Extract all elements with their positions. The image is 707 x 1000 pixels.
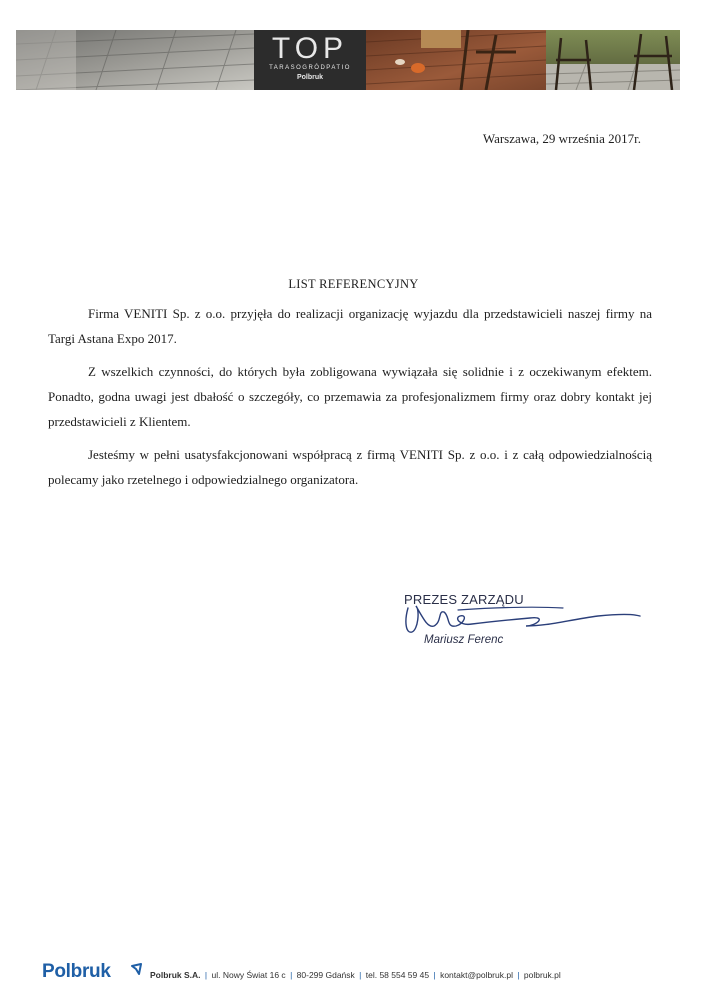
letter-date: Warszawa, 29 września 2017r. (482, 131, 641, 146)
footer-separator: | (359, 970, 362, 980)
letter-title: LIST REFERENCYJNY (288, 277, 419, 291)
footer-separator: | (290, 970, 293, 980)
signature-name: Mariusz Ferenc (424, 634, 504, 646)
footer-separator: | (433, 970, 436, 980)
top-logo-tagline: TARASOGRÓDPATIO (269, 65, 351, 71)
footer-contact-line (150, 970, 561, 980)
header-banner (16, 30, 680, 90)
footer-separator: | (517, 970, 520, 980)
footer-website[interactable]: polbruk.pl (523, 970, 561, 980)
letter-paragraph-3: Jesteśmy w pełni usatysfakcjonowani współpracą z firmą VENITI Sp. z o.o. i z całą odpowiedzialnością polecamy jako rzetelnego i odpowiedzialnego organizatora. (48, 447, 652, 487)
letter-paragraph-2: Z wszelkich czynności, do których była zobligowana wywiązała się solidnie i z oczekiwanym efektem. Ponadto, godna uwagi jest dbałość o szczegóły, co przemawia za profesjonalizmem firmy oraz dobry kontakt jej przedstawicieli z Klientem. (48, 364, 652, 429)
letter-body (48, 301, 652, 500)
footer-city: 80-299 Gdańsk (296, 970, 355, 980)
footer-address: ul. Nowy Świat 16 c (211, 970, 286, 980)
footer-brand-logo: Polbruk (42, 961, 111, 982)
top-logo-brand: Polbruk (296, 74, 324, 81)
letter-paragraph-1: Firma VENITI Sp. z o.o. przyjęła do realizacji organizację wyjazdu dla przedstawicieli naszej firmy na Targi Astana Expo 2017. (48, 306, 652, 346)
footer-company: Polbruk S.A. (150, 970, 201, 980)
footer-email[interactable]: kontakt@polbruk.pl (440, 970, 513, 980)
polbruk-mark-icon (130, 963, 144, 977)
top-logo (254, 30, 366, 90)
footer-separator: | (204, 970, 208, 980)
footer-phone: tel. 58 554 59 45 (365, 970, 430, 980)
footer (42, 961, 682, 985)
top-logo-word: TOP (271, 32, 349, 65)
signature-role: PREZES ZARZĄDU (404, 592, 524, 607)
